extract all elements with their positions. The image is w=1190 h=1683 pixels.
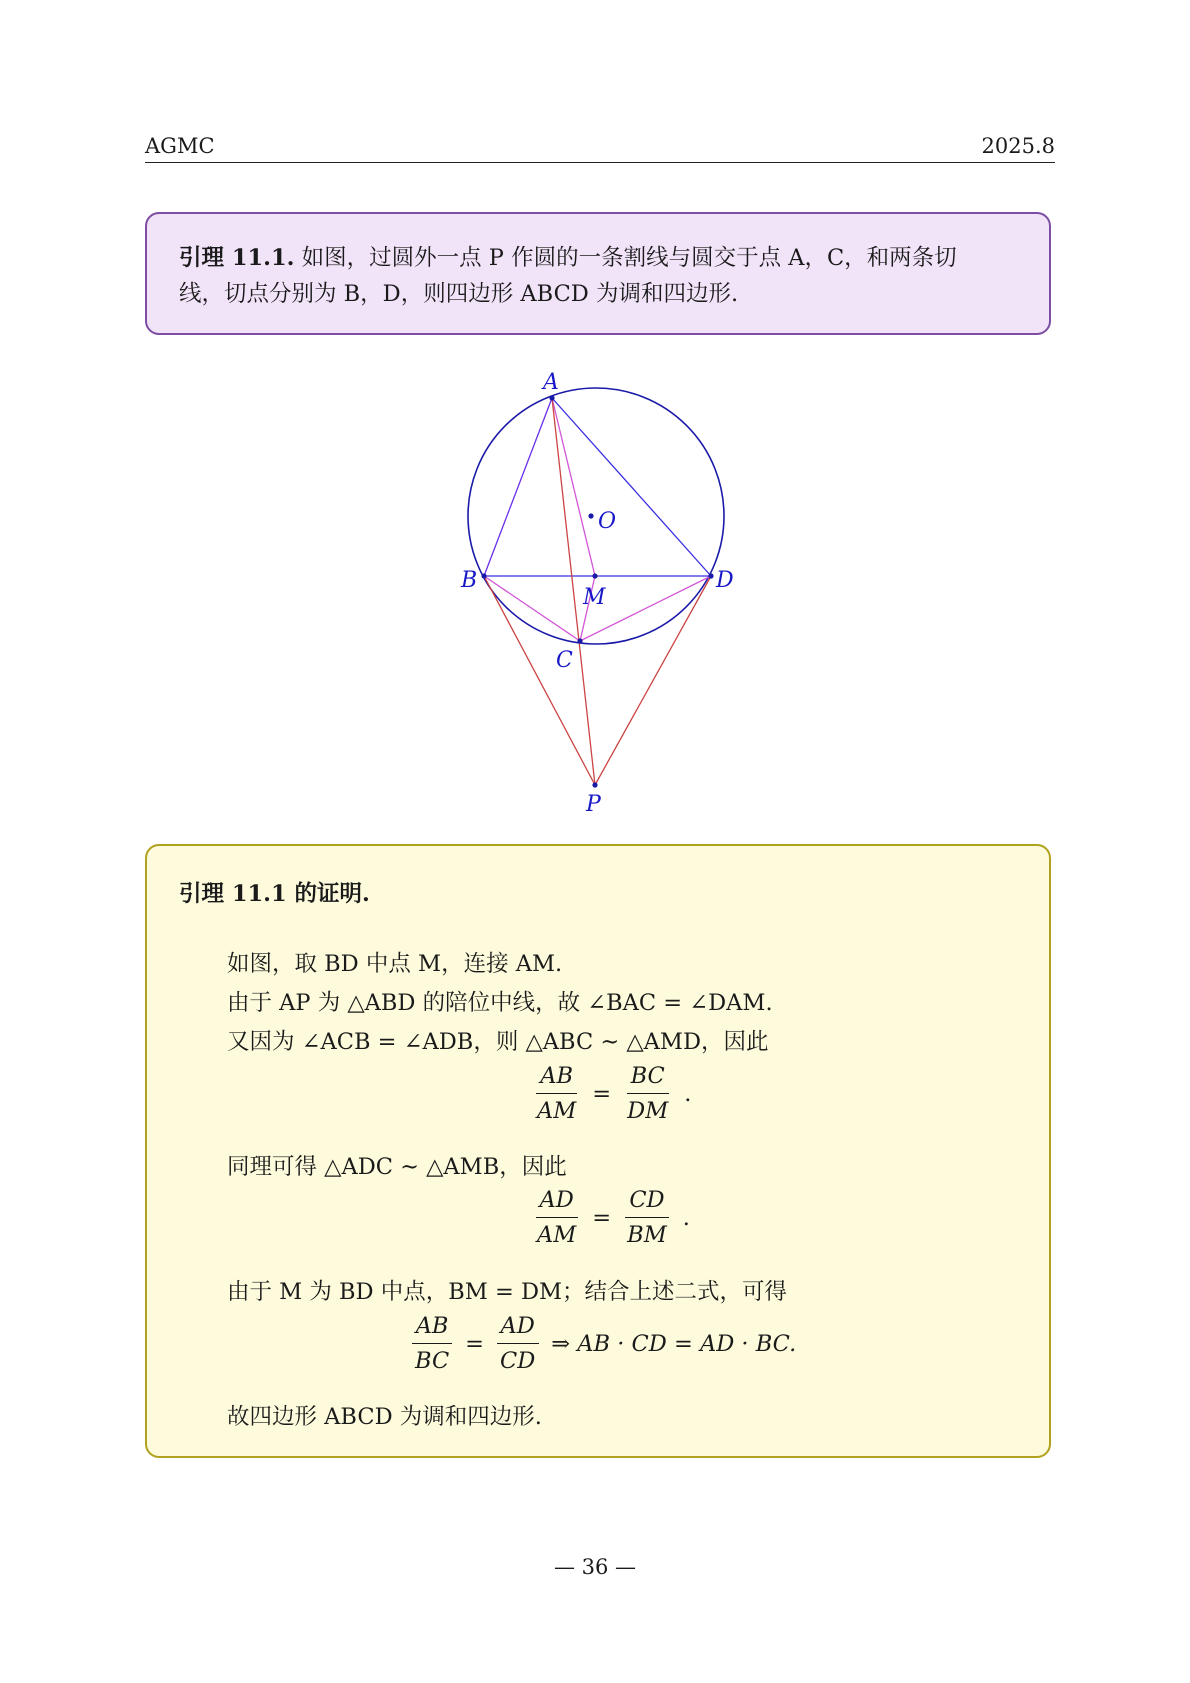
proof-line-1: 如图，取 BD 中点 M，连接 AM. — [227, 951, 563, 977]
point-a — [549, 395, 554, 400]
eq1-den-right: DM — [627, 1098, 669, 1124]
proof-box — [145, 844, 1051, 1458]
page-header — [145, 130, 1055, 163]
lemma-line-1: 如图，过圆外一点 P 作圆的一条割线与圆交于点 A，C，和两条切 — [301, 245, 957, 271]
label-c: C — [556, 648, 573, 673]
proof-line-4: 同理可得 △ADC ∼ △AMB，因此 — [227, 1154, 567, 1180]
proof-line-2: 由于 AP 为 △ABD 的陪位中线，故 ∠BAC = ∠DAM. — [227, 990, 773, 1016]
eq1-den-left: AM — [537, 1098, 577, 1124]
equation-3: $\frac{AB}{BC}$ = $\frac{AD}{CD}$ ⇒ AB · CD = AD · BC. — [407, 1312, 796, 1375]
point-p — [592, 782, 597, 787]
point-d — [708, 573, 713, 578]
eq1-num-left: AB — [536, 1062, 577, 1094]
eq2-den-left: AM — [537, 1222, 577, 1248]
geometry-svg — [440, 365, 760, 820]
point-o — [588, 513, 593, 518]
eq2-num-right: CD — [625, 1186, 668, 1218]
segment-ad — [552, 398, 711, 576]
proof-line-5: 由于 M 为 BD 中点，BM = DM；结合上述二式，可得 — [227, 1279, 788, 1305]
label-b: B — [461, 568, 478, 593]
label-a: A — [543, 370, 559, 395]
eq3-num-left: AB — [412, 1312, 453, 1344]
segment-ab — [484, 398, 552, 576]
eq2-den-right: BM — [627, 1222, 667, 1248]
proof-line-6: 故四边形 ABCD 为调和四边形. — [227, 1404, 542, 1430]
eq2-frac-left — [533, 1186, 580, 1249]
eq3-den-left: BC — [415, 1348, 450, 1374]
label-p: P — [586, 792, 601, 817]
tangent-pb — [484, 576, 595, 785]
lemma-line-2: 线，切点分别为 B，D，则四边形 ABCD 为调和四边形. — [179, 281, 739, 307]
eq3-den-right: CD — [500, 1348, 536, 1374]
segment-bc — [484, 576, 580, 641]
eq1-num-right: BC — [627, 1062, 669, 1094]
label-d: D — [716, 568, 734, 593]
page-number: — 36 — — [553, 1555, 637, 1579]
lemma-box — [145, 212, 1051, 335]
geometry-figure — [440, 365, 760, 820]
tangent-pd — [595, 576, 711, 785]
proof-line-3: 又因为 ∠ACB = ∠ADB，则 △ABC ∼ △AMD，因此 — [227, 1029, 769, 1055]
eq3-num-right: AD — [497, 1312, 539, 1344]
point-b — [481, 573, 486, 578]
eq1-frac-left — [533, 1062, 580, 1125]
eq3-conclusion: ⇒ AB · CD = AD · BC. — [551, 1330, 797, 1357]
lemma-title: 引理 11.1. — [179, 245, 295, 271]
equation-2: $\frac{AD}{AM}$ = $\frac{CD}{BM}$ . — [529, 1186, 698, 1249]
eq1-frac-right — [623, 1062, 672, 1125]
eq2-num-left: AD — [536, 1186, 578, 1218]
header-date: 2025.8 — [981, 134, 1055, 158]
header-journal: AGMC — [145, 134, 215, 158]
label-m: M — [583, 585, 606, 610]
point-m — [592, 573, 597, 578]
label-o: O — [598, 509, 617, 534]
eq2-frac-right — [623, 1186, 671, 1249]
equation-1: $\frac{AB}{AM}$ = $\frac{BC}{DM}$ . — [529, 1062, 699, 1125]
point-c — [577, 638, 582, 643]
eq3-frac-left — [411, 1312, 453, 1375]
segment-am — [552, 398, 595, 576]
proof-title: 引理 11.1 的证明. — [179, 881, 370, 907]
eq3-frac-right — [496, 1312, 539, 1375]
